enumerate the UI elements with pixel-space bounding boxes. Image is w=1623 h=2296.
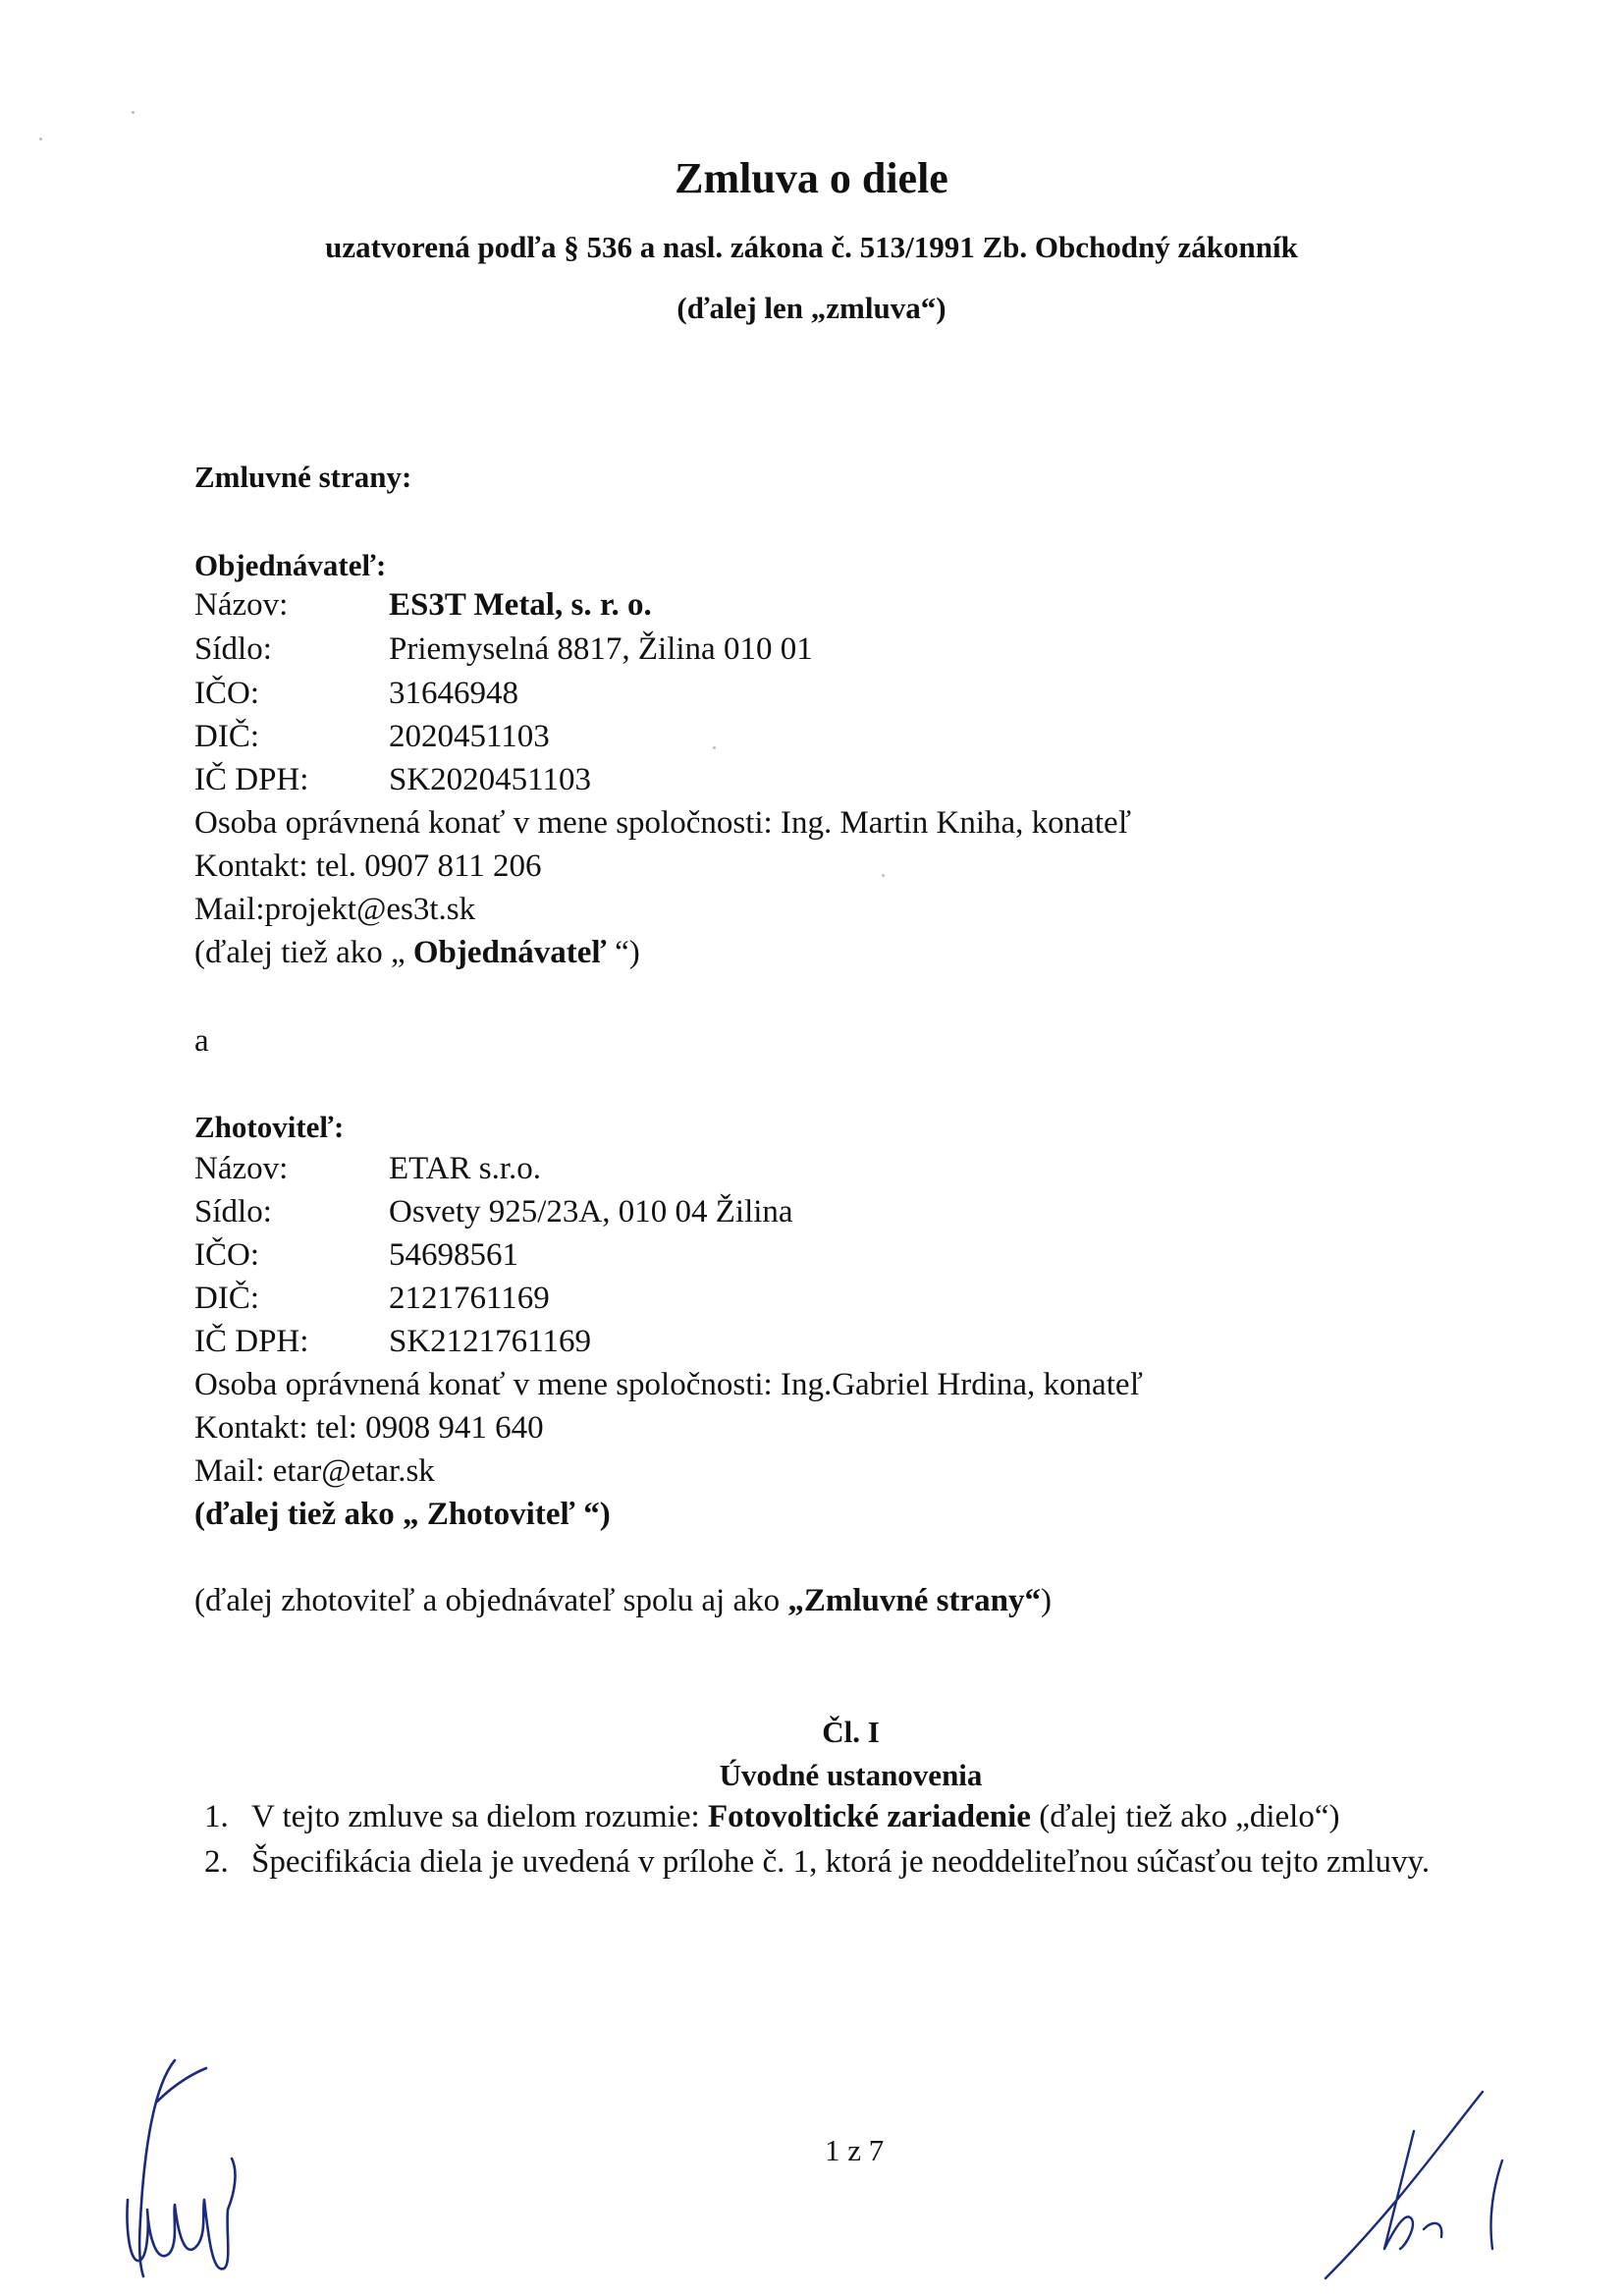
article-item (251, 1799, 1339, 1835)
objednavatel-dic-label: DIČ: (194, 719, 259, 754)
zhotovitel-authorized-person: Osoba oprávnená konať v mene spoločnosti: Ing.Gabriel Hrdina, konateľ (194, 1367, 1143, 1402)
zhotovitel-ico-value: 54698561 (389, 1237, 518, 1273)
article-number: Čl. I (822, 1715, 880, 1749)
parties-connector: a (194, 1023, 209, 1059)
objednavatel-name-label: Názov: (194, 587, 289, 623)
objednavatel-authorized-person: Osoba oprávnená konať v mene spoločnosti: Ing. Martin Kniha, konateľ (194, 805, 1132, 841)
article-item-prefix: Špecifikácia diela je uvedená v prílohe č. 1, ktorá je neoddeliteľnou súčasťou tejto zmluvy. (251, 1844, 1431, 1880)
zhotovitel-name-label: Názov: (194, 1151, 289, 1186)
objednavatel-dic-value: 2020451103 (389, 719, 550, 754)
article-title: Úvodné ustanovenia (719, 1758, 983, 1792)
objednavatel-alias-prefix: (ďalej tiež ako „ (194, 935, 413, 970)
zhotovitel-alias-name: „ Zhotoviteľ “) (403, 1497, 611, 1532)
scan-speck (39, 137, 42, 140)
objednavatel-seat-label: Sídlo: (194, 631, 272, 667)
zhotovitel-dic-label: DIČ: (194, 1281, 259, 1316)
zhotovitel-contact: Kontakt: tel: 0908 941 640 (194, 1410, 544, 1446)
zhotovitel-heading: Zhotoviteľ: (194, 1110, 345, 1144)
objednavatel-mail: Mail:projekt@es3t.sk (194, 892, 476, 927)
objednavatel-alias-name: Objednávateľ (412, 935, 607, 970)
document-title: Zmluva o diele (675, 154, 948, 202)
document-subtitle: uzatvorená podľa § 536 a nasl. zákona č. 513/1991 Zb. Obchodný zákonník (325, 230, 1298, 264)
objednavatel-heading: Objednávateľ: (194, 548, 387, 582)
scan-speck (132, 111, 135, 114)
objednavatel-name-value: ES3T Metal, s. r. o. (389, 587, 652, 623)
zhotovitel-alias-prefix: (ďalej tiež ako (194, 1497, 404, 1532)
article-item-bold: Fotovoltické zariadenie (707, 1799, 1031, 1834)
zhotovitel-name-value: ETAR s.r.o. (389, 1151, 542, 1186)
parties-together (194, 1583, 1052, 1619)
zhotovitel-seat-value: Osvety 925/23A, 010 04 Žilina (389, 1194, 793, 1230)
parties-together-name: „Zmluvné strany“ (787, 1583, 1041, 1618)
zhotovitel-alias (194, 1497, 611, 1533)
zhotovitel-mail: Mail: etar@etar.sk (194, 1453, 435, 1489)
page-number: 1 z 7 (825, 2133, 885, 2167)
article-item-number: 2. (204, 1844, 229, 1880)
objednavatel-alias (194, 935, 640, 971)
zhotovitel-icdph-label: IČ DPH: (194, 1324, 309, 1359)
article-item (251, 1844, 1430, 1881)
parties-together-prefix: (ďalej zhotoviteľ a objednávateľ spolu aj ako (194, 1583, 788, 1618)
zhotovitel-icdph-value: SK2121761169 (389, 1324, 591, 1359)
zhotovitel-dic-value: 2121761169 (389, 1281, 550, 1316)
objednavatel-ico-label: IČO: (194, 676, 259, 711)
objednavatel-icdph-value: SK2020451103 (389, 762, 591, 797)
objednavatel-icdph-label: IČ DPH: (194, 762, 309, 797)
objednavatel-contact: Kontakt: tel. 0907 811 206 (194, 848, 542, 884)
scan-speck (713, 746, 716, 749)
zhotovitel-ico-label: IČO: (194, 1237, 259, 1273)
zhotovitel-seat-label: Sídlo: (194, 1194, 272, 1230)
objednavatel-seat-value: Priemyselná 8817, Žilina 010 01 (389, 631, 813, 667)
parties-together-suffix: ) (1040, 1583, 1052, 1618)
objednavatel-ico-value: 31646948 (389, 676, 518, 711)
handwritten-signature-right-icon (1296, 2062, 1532, 2288)
objednavatel-alias-suffix: “) (606, 935, 640, 970)
article-item-suffix: (ďalej tiež ako „dielo“) (1030, 1799, 1340, 1834)
article-item-prefix: V tejto zmluve sa dielom rozumie: (251, 1799, 708, 1834)
handwritten-signature-left-icon (88, 2043, 265, 2288)
parties-heading: Zmluvné strany: (194, 460, 412, 494)
article-item-number: 1. (204, 1799, 229, 1834)
document-subtitle-short: (ďalej len „zmluva“) (676, 291, 947, 325)
scan-speck (882, 874, 885, 877)
